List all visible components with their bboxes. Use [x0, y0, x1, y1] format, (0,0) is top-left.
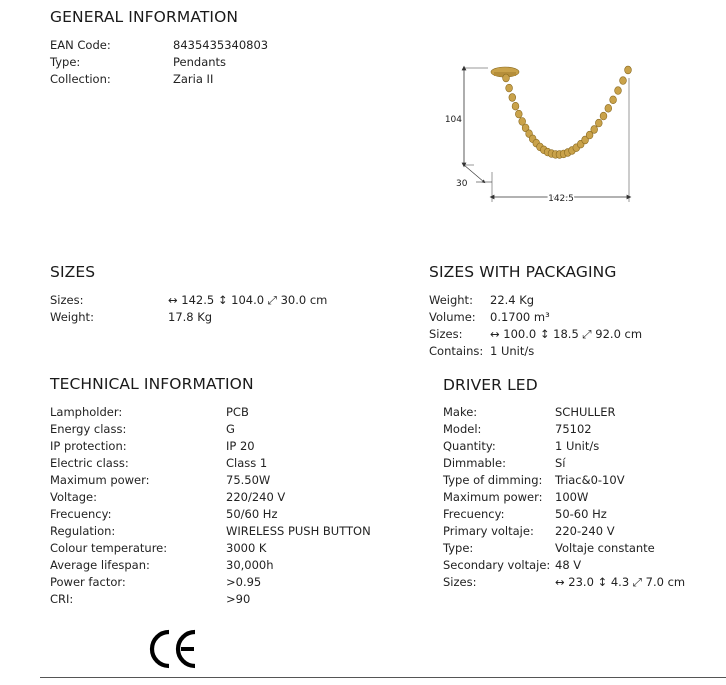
driver-row [443, 557, 723, 574]
packaging-label: Weight: [429, 293, 473, 307]
bead [515, 110, 522, 118]
bead [615, 87, 622, 95]
sizes-table [50, 292, 370, 326]
driver-label: Type of dimming: [443, 473, 543, 487]
bottom-divider [40, 677, 726, 678]
general-row-type [50, 54, 310, 71]
driver-value: 50-60 Hz [555, 507, 607, 521]
technical-label: Regulation: [50, 524, 116, 538]
bead [595, 119, 602, 127]
technical-value: 50/60 Hz [226, 507, 278, 521]
driver-row [443, 506, 723, 523]
bead [600, 112, 607, 120]
technical-value: 30,000h [226, 558, 274, 572]
driver-row [443, 489, 723, 506]
technical-value: >0.95 [226, 575, 262, 589]
technical-row [50, 574, 390, 591]
driver-led-title: DRIVER LED [443, 376, 538, 394]
packaging-row [429, 326, 719, 343]
packaging-table [429, 292, 719, 360]
general-value: Zaria II [173, 72, 214, 86]
technical-row [50, 421, 390, 438]
driver-table [443, 404, 723, 591]
driver-value: 220-240 V [555, 524, 615, 538]
sizes-label: Weight: [50, 310, 94, 324]
technical-value: >90 [226, 592, 251, 606]
driver-value: ↔ 23.0 ↕ 4.3 ⤢ 7.0 cm [555, 575, 686, 589]
technical-label: Maximum power: [50, 473, 150, 487]
driver-label: Frecuency: [443, 507, 505, 521]
driver-value: 1 Unit/s [555, 439, 600, 453]
technical-label: Average lifespan: [50, 558, 150, 572]
technical-value: WIRELESS PUSH BUTTON [226, 524, 371, 538]
packaging-value: 22.4 Kg [490, 293, 535, 307]
bead [605, 104, 612, 112]
driver-label: Maximum power: [443, 490, 543, 504]
technical-value: Class 1 [226, 456, 268, 470]
technical-value: G [226, 422, 235, 436]
driver-label: Dimmable: [443, 456, 506, 470]
general-label: EAN Code: [50, 38, 111, 52]
drop-label: 30 [456, 179, 468, 189]
technical-label: Voltage: [50, 490, 98, 504]
driver-label: Model: [443, 422, 482, 436]
technical-value: PCB [226, 405, 249, 419]
driver-label: Secondary voltaje: [443, 558, 551, 572]
technical-information-title: TECHNICAL INFORMATION [50, 375, 254, 393]
technical-label: Power factor: [50, 575, 126, 589]
general-label: Collection: [50, 72, 111, 86]
technical-label: Lampholder: [50, 405, 123, 419]
technical-table [50, 404, 390, 608]
technical-row [50, 472, 390, 489]
driver-row [443, 472, 723, 489]
general-information-title: GENERAL INFORMATION [50, 8, 239, 26]
technical-row [50, 557, 390, 574]
technical-label: Energy class: [50, 422, 127, 436]
technical-label: Colour temperature: [50, 541, 168, 555]
technical-row [50, 506, 390, 523]
bead [620, 77, 627, 85]
ce-mark-icon [148, 628, 200, 670]
general-information-table [50, 37, 310, 88]
packaging-label: Sizes: [429, 327, 463, 341]
height-label: 104 [444, 115, 462, 125]
driver-value: 48 V [555, 558, 582, 572]
packaging-title: SIZES WITH PACKAGING [429, 263, 617, 281]
general-label: Type: [50, 55, 81, 69]
packaging-value: 0.1700 m³ [490, 310, 550, 324]
technical-value: 75.50W [226, 473, 271, 487]
packaging-row [429, 309, 719, 326]
driver-value: 75102 [555, 422, 592, 436]
technical-row [50, 591, 390, 608]
bead [503, 74, 510, 82]
technical-label: Frecuency: [50, 507, 112, 521]
sizes-value: ↔ 142.5 ↕ 104.0 ⤢ 30.0 cm [168, 293, 328, 307]
technical-row [50, 404, 390, 421]
technical-row [50, 455, 390, 472]
bead [591, 126, 598, 134]
driver-value: Sí [555, 456, 566, 470]
driver-label: Primary voltaje: [443, 524, 534, 538]
packaging-row [429, 292, 719, 309]
driver-row [443, 455, 723, 472]
bead [512, 102, 519, 110]
technical-row [50, 540, 390, 557]
packaging-label: Volume: [429, 310, 476, 324]
driver-label: Sizes: [443, 575, 477, 589]
bead [610, 96, 617, 104]
technical-value: IP 20 [226, 439, 255, 453]
technical-label: IP protection: [50, 439, 127, 453]
bead [506, 84, 513, 92]
sizes-row [50, 292, 370, 309]
driver-label: Quantity: [443, 439, 496, 453]
technical-label: Electric class: [50, 456, 129, 470]
general-value: Pendants [173, 55, 227, 69]
driver-value: Triac&0-10V [555, 473, 625, 487]
packaging-label: Contains: [429, 344, 484, 358]
driver-label: Type: [443, 541, 474, 555]
sizes-row [50, 309, 370, 326]
general-value: 8435435340803 [173, 38, 269, 52]
product-dimension-diagram [440, 60, 640, 210]
driver-label: Make: [443, 405, 478, 419]
driver-row [443, 523, 723, 540]
driver-value: SCHULLER [555, 405, 616, 419]
driver-row [443, 404, 723, 421]
driver-row [443, 540, 723, 557]
driver-row [443, 438, 723, 455]
width-label: 142.5 [548, 194, 574, 204]
driver-value: Voltaje constante [555, 541, 655, 555]
technical-value: 3000 K [226, 541, 267, 555]
bead [625, 66, 632, 74]
bead-chain [503, 66, 632, 158]
packaging-row [429, 343, 719, 360]
driver-value: 100W [555, 490, 589, 504]
technical-row [50, 489, 390, 506]
sizes-value: 17.8 Kg [168, 310, 213, 324]
technical-value: 220/240 V [226, 490, 286, 504]
sizes-label: Sizes: [50, 293, 84, 307]
general-row-collection [50, 71, 310, 88]
packaging-value: 1 Unit/s [490, 344, 535, 358]
technical-label: CRI: [50, 592, 74, 606]
general-row-ean [50, 37, 310, 54]
packaging-value: ↔ 100.0 ↕ 18.5 ⤢ 92.0 cm [490, 327, 643, 341]
bead [509, 94, 516, 102]
driver-row [443, 421, 723, 438]
technical-row [50, 523, 390, 540]
technical-row [50, 438, 390, 455]
driver-row [443, 574, 723, 591]
sizes-title: SIZES [50, 263, 96, 281]
